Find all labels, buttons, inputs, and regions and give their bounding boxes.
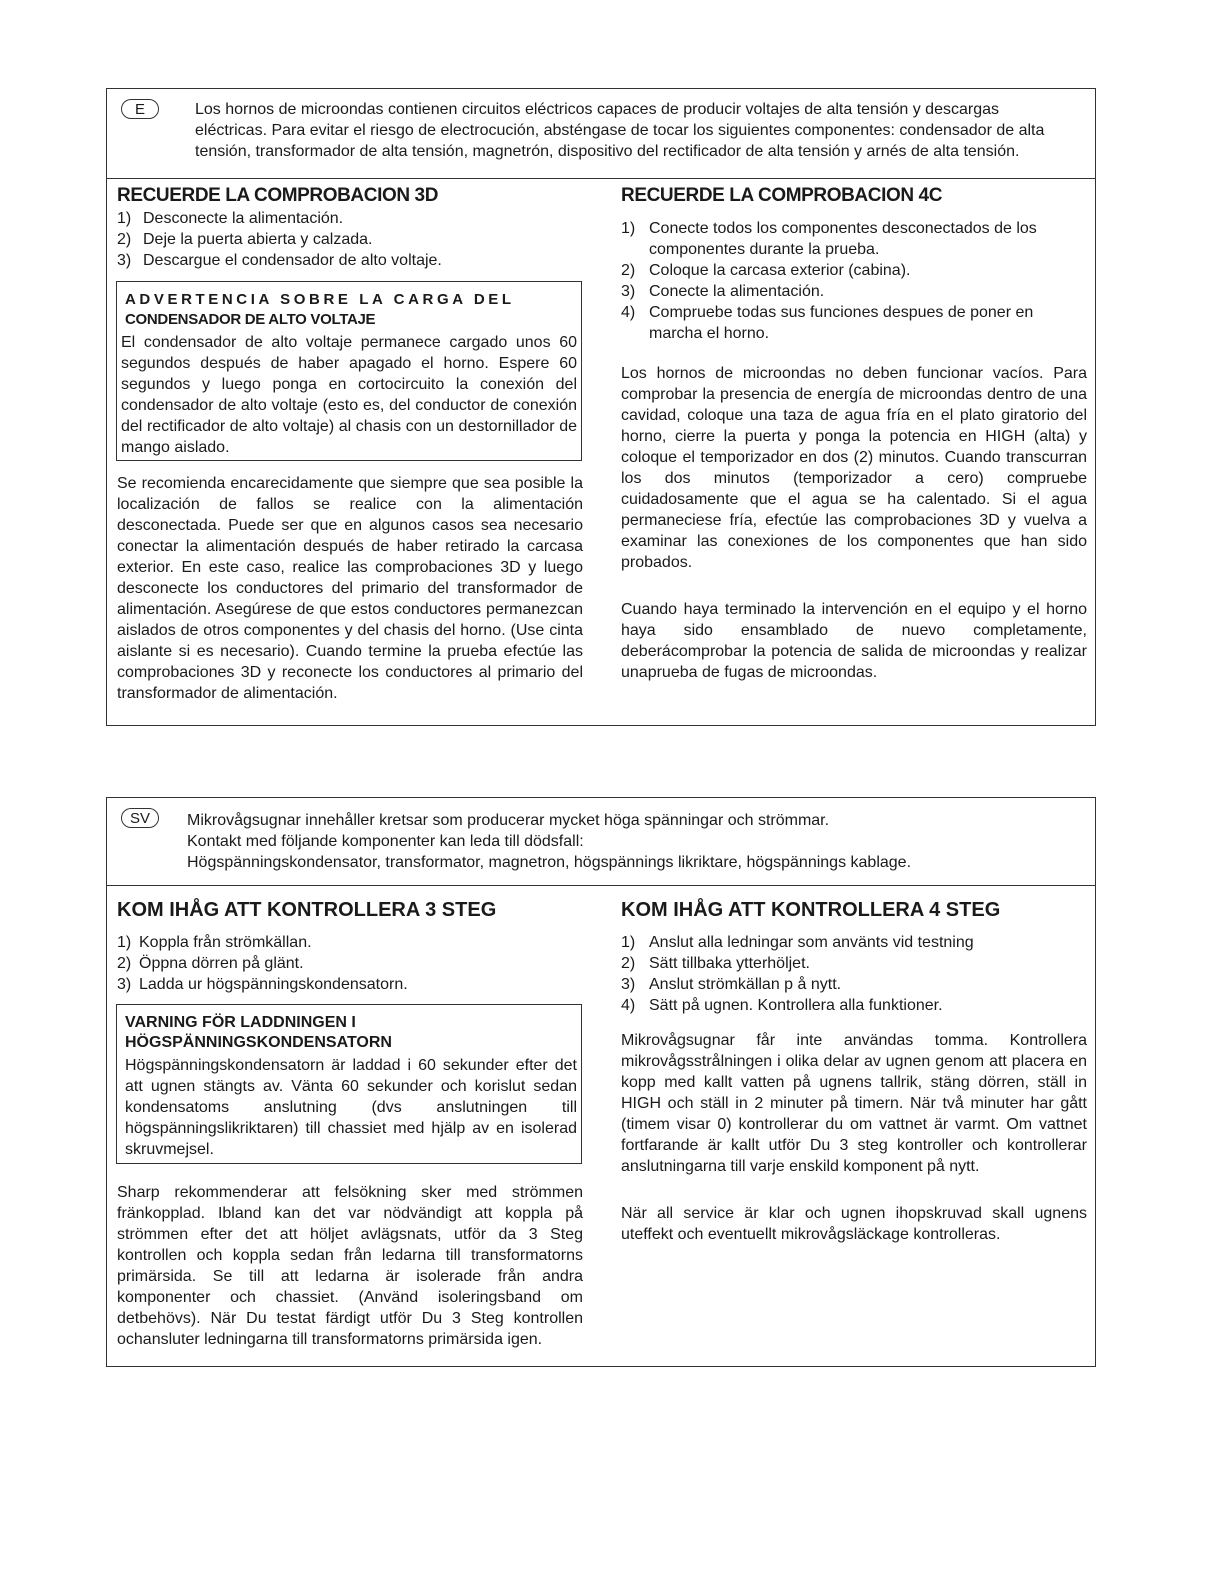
intro-line: tensión, transformador de alta tensión, magnetrón, dispositivo del rectificador de alta tensión y arnés de alta tensión. <box>195 143 1020 160</box>
check-4c-title: RECUERDE LA COMPROBACION 4C <box>621 185 943 206</box>
warning-subtitle: HÖGSPÄNNINGSKONDENSATORN <box>125 1034 392 1051</box>
list-item: 1) Koppla från strömkällan. <box>117 934 312 951</box>
intro-text-sv <box>187 810 1089 873</box>
intro-line: Los hornos de microondas contienen circuitos eléctricos capaces de producir voltajes de alta tensión y descargas <box>195 101 999 118</box>
check-3d-steps <box>117 208 583 271</box>
microwave-test-paragraph: Mikrovågsugnar får inte användas tomma. Kontrollera mikrovågsstrålningen i olika delar av ugnen genom att placera en kopp med kallt vatten på ugnens tallrik, stäng dörren, ställ in HIGH och ställ in 2 minuter på timern. När två minuter har gått (timem visar 0) kontrollerar du om vattnet är varmt. Om vattnet fortfarande är kallt utför Du 3 steg kontroller och kontrollerar anslutningarna till varje enskild komponent på nytt. <box>621 1032 1087 1175</box>
swedish-body <box>107 886 1095 1364</box>
spanish-warning-header <box>107 89 1095 179</box>
troubleshooting-paragraph: Se recomienda encarecidamente que siempre que sea posible la localización de fallos se realice con la alimentación desconectada. Puede ser que en algunos casos sea necesario conectar la alimentación después de haber retirado la carcasa exterior. En este caso, realice las comprobaciones 3D y luego desconecte los conductores del primario del transformador de alimentación. Asegúrese de que estos conductores permanezcan aislados de otros componentes y del chasis del horno. (Use cinta aislante si es necesario). Cuando termine la prueba efectúe las comprobaciones 3D y reconecte los conductores al primario del transformador de alimentación. <box>117 475 583 702</box>
warning-title: VARNING FÖR LADDNINGEN I <box>125 1014 356 1031</box>
list-item: 1) Anslut alla ledningar som använts vid testning <box>621 934 974 951</box>
capacitor-warning-box <box>116 1004 582 1164</box>
list-item: 3) Descargue el condensador de alto voltaje. <box>117 252 442 269</box>
intro-line: Högspänningskondensator, transformator, magnetron, högspännings likriktare, högspännings kablage. <box>187 854 912 871</box>
check-4-steg-column <box>621 886 1087 1245</box>
swedish-warning-header <box>107 798 1095 886</box>
check-4-steg-title: KOM IHÅG ATT KONTROLLERA 4 STEG <box>621 899 1001 921</box>
list-item: 3) Anslut strömkällan p å nytt. <box>621 976 842 993</box>
check-3-steg-title: KOM IHÅG ATT KONTROLLERA 3 STEG <box>117 899 497 921</box>
intro-line: eléctricas. Para evitar el riesgo de electrocución, absténgase de tocar los siguientes componentes: condensador de alta <box>195 122 1045 139</box>
list-item: 2) Coloque la carcasa exterior (cabina). <box>621 262 911 279</box>
list-item: 4) Compruebe todas sus funciones despues de poner en marcha el horno. <box>621 304 1034 342</box>
check-3-steg-column <box>117 886 583 1350</box>
capacitor-warning-box <box>116 281 582 461</box>
list-item: 1) Desconecte la alimentación. <box>117 210 344 227</box>
list-item: 2) Sätt tillbaka ytterhöljet. <box>621 955 810 972</box>
spanish-body <box>107 179 1095 724</box>
list-item: 2) Öppna dörren på glänt. <box>117 955 304 972</box>
check-3d-column <box>117 179 583 704</box>
list-item: 1) Conecte todos los componentes desconectados de los componentes durante la prueba. <box>621 220 1037 258</box>
check-3d-title: RECUERDE LA COMPROBACION 3D <box>117 185 439 206</box>
warning-subtitle: CONDENSADOR DE ALTO VOLTAJE <box>125 311 376 328</box>
check-3-steg-steps <box>117 932 583 995</box>
warning-title: ADVERTENCIA SOBRE LA CARGA DEL <box>125 291 515 308</box>
check-4c-steps <box>621 218 1087 344</box>
final-check-paragraph: Cuando haya terminado la intervención en el equipo y el horno haya sido ensamblado de nuevo completamente, deberácomprobar la potencia de salida de microondas y realizar unaprueba de fugas de microondas. <box>621 601 1087 681</box>
list-item: 3) Ladda ur högspänningskondensatorn. <box>117 976 408 993</box>
language-badge-sv: SV <box>121 808 159 828</box>
intro-line: Mikrovågsugnar innehåller kretsar som producerar mycket höga spänningar och strömmar. <box>187 812 830 829</box>
list-item: 4) Sätt på ugnen. Kontrollera alla funktioner. <box>621 997 943 1014</box>
list-item: 3) Conecte la alimentación. <box>621 283 825 300</box>
troubleshooting-paragraph: Sharp rekommenderar att felsökning sker med strömmen fränkopplad. Ibland kan det var nödvändigt att koppla på strömmen efter det att höljet avlägsnats, utför da 3 Steg kontrollen och koppla sedan från ledarna till transformatorns primärsida. Se till att ledarna är isolerade från andra komponenter och chassiet. (Använd isoleringsband om detbehövs). När Du testat färdigt utför Du 3 Steg kontrollen ochansluter ledningarna till transformatorns primärsida igen. <box>117 1184 583 1348</box>
check-4c-column <box>621 179 1087 683</box>
warning-text: Högspänningskondensatorn är laddad i 60 sekunder efter det att ugnen stängts av. Vänta 60 sekunder och korislut sedan kondensatoms anslutning (dvs anslutningen till högspänningslikriktaren) till chassiet med hjälp av en isolerad skruvmejsel. <box>125 1057 577 1158</box>
final-check-paragraph: När all service är klar och ugnen ihopskruvad skall ugnens uteffekt och eventuellt mikrovågsläckage kontrolleras. <box>621 1205 1087 1243</box>
language-badge-es: E <box>121 99 159 119</box>
warning-text: El condensador de alto voltaje permanece cargado unos 60 segundos después de haber apagado el horno. Espere 60 segundos y luego ponga en cortocircuito la conexión del condensador de alto voltaje (esto es, del conductor de conexión del rectificador de alto voltaje) al chasis con un destornillador de mango aislado. <box>121 334 577 456</box>
list-item: 2) Deje la puerta abierta y calzada. <box>117 231 373 248</box>
microwave-test-paragraph: Los hornos de microondas no deben funcionar vacíos. Para comprobar la presencia de energía de microondas dentro de una cavidad, coloque una taza de agua fría en el plato giratorio del horno, cierre la puerta y ponga la potencia en HIGH (alta) y coloque el temporizador en dos (2) minutos. Cuando transcurran los dos minutos (temporizador a cero) compruebe cuidadosamente que el agua se ha calentado. Si el agua permaneciese fría, efectúe las comprobaciones 3D y vuelva a examinar las conexiones de los componentes que han sido probados. <box>621 365 1087 571</box>
check-4-steg-steps <box>621 932 1087 1016</box>
swedish-section <box>106 797 1096 1367</box>
intro-text-es <box>195 99 1089 162</box>
spanish-section <box>106 88 1096 726</box>
intro-line: Kontakt med följande komponenter kan leda till dödsfall: <box>187 833 584 850</box>
